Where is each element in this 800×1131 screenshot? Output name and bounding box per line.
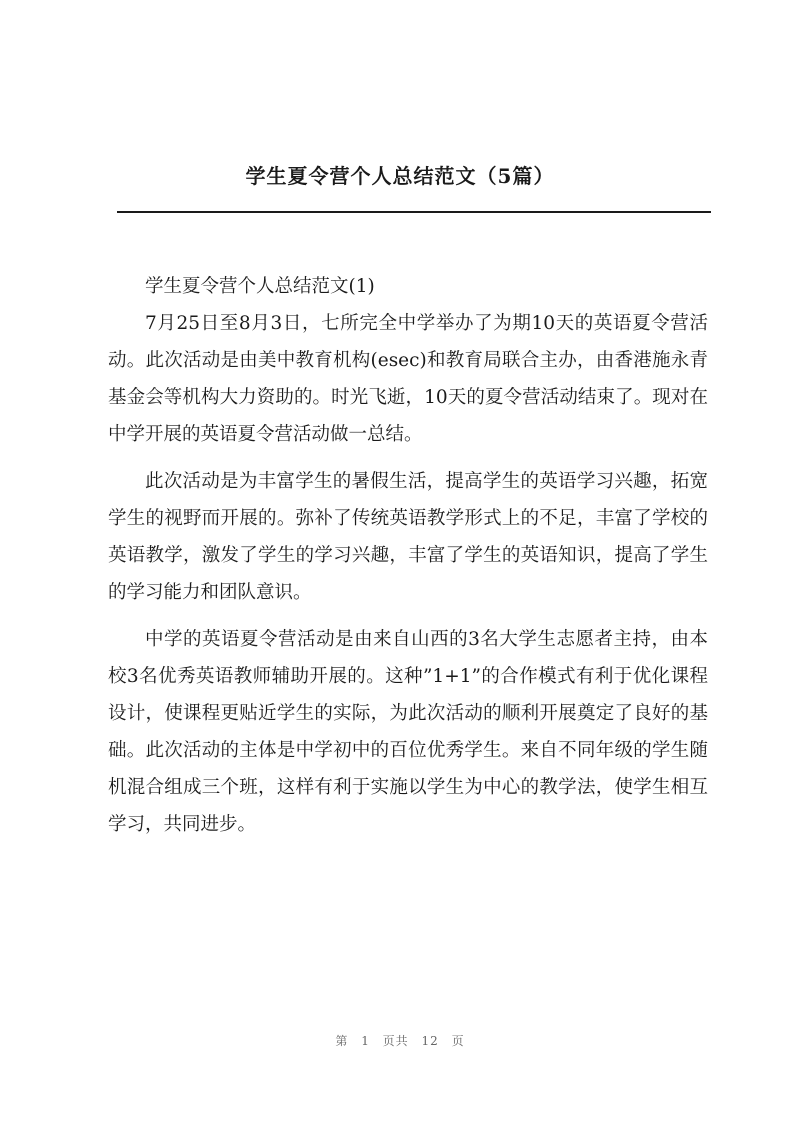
page-footer xyxy=(0,1032,800,1049)
footer-prefix: 第 xyxy=(335,1034,349,1048)
total-page-count: 12 xyxy=(421,1034,439,1048)
section-heading: 学生夏令营个人总结范文(1) xyxy=(145,276,375,297)
document-title: 学生夏令营个人总结范文（5篇） xyxy=(245,164,555,188)
title-divider xyxy=(117,211,711,213)
document-body xyxy=(108,268,708,843)
footer-suffix: 页 xyxy=(451,1034,465,1048)
footer-middle: 页共 xyxy=(382,1034,409,1048)
paragraph-2: 此次活动是为丰富学生的暑假生活，提高学生的英语学习兴趣，拓宽学生的视野而开展的。弥补了传统英语教学形式上的不足，丰富了学校的英语教学，激发了学生的学习兴趣，丰富了学生的英语知识，提高了学生的学习能力和团队意识。 xyxy=(108,471,708,603)
paragraph-1: 7月25日至8月3日，七所完全中学举办了为期10天的英语夏令营活动。此次活动是由美中教育机构(esec)和教育局联合主办，由香港施永青基金会等机构大力资助的。时光飞逝，10天的夏令营活动结束了。现对在中学开展的英语夏令营活动做一总结。 xyxy=(108,313,708,445)
paragraph-3: 中学的英语夏令营活动是由来自山西的3名大学生志愿者主持，由本校3名优秀英语教师辅助开展的。这种”1+1”的合作模式有利于优化课程设计，使课程更贴近学生的实际，为此次活动的顺利开展奠定了良好的基础。此次活动的主体是中学初中的百位优秀学生。来自不同年级的学生随机混合组成三个班，这样有利于实施以学生为中心的教学法，使学生相互学习，共同进步。 xyxy=(108,629,708,835)
current-page-number: 1 xyxy=(361,1034,370,1048)
